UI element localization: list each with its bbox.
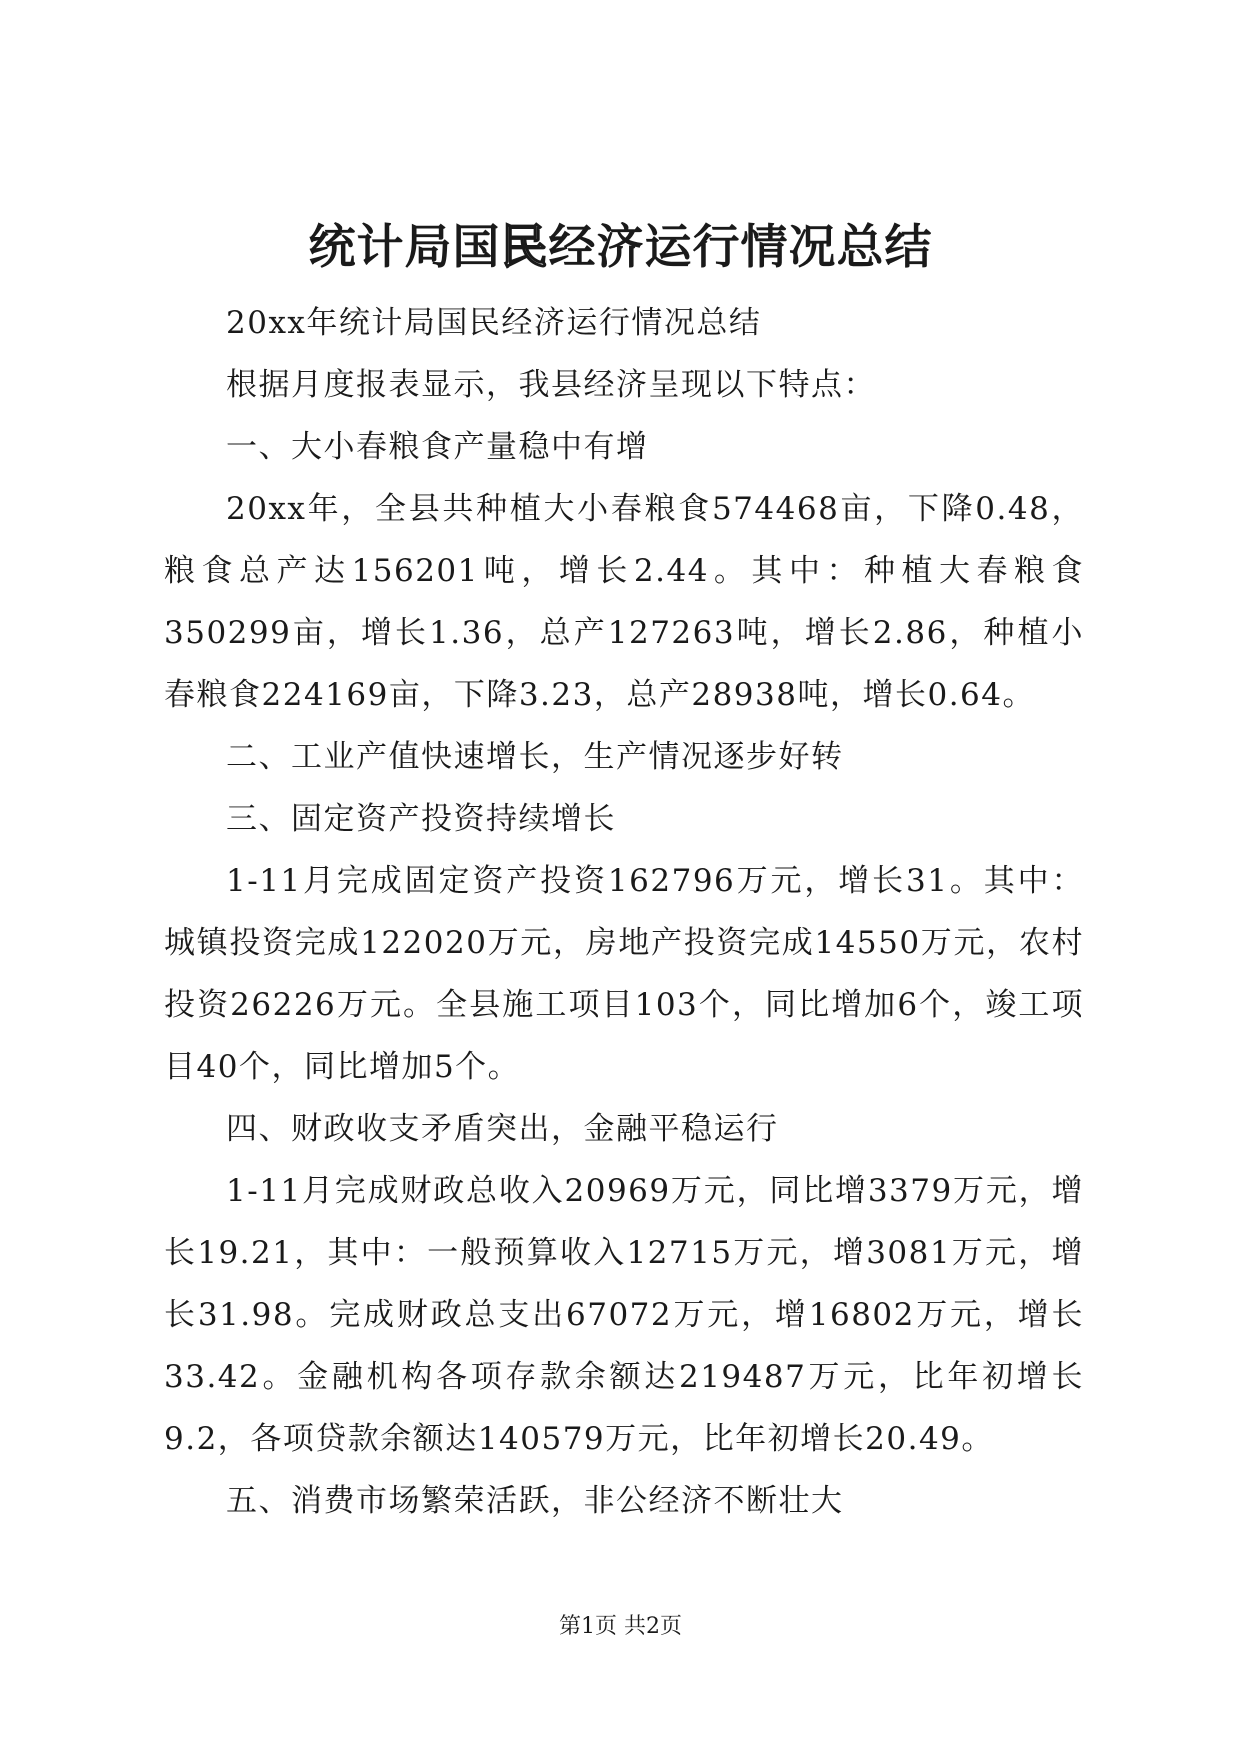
title-outline-char: 民 [500,220,549,275]
page-footer: 第1页 共2页 [559,1614,682,1639]
document-body [164,292,1084,1532]
paragraph-subtitle: 20xx年统计局国民经济运行情况总结 [226,305,762,341]
title-part-1: 统计局国 [308,220,501,275]
section-heading-1: 一、大小春粮食产量稳中有增 [226,429,649,465]
section-heading-3: 三、固定资产投资持续增长 [226,801,616,837]
section-heading-2: 二、工业产值快速增长，生产情况逐步好转 [226,739,844,775]
paragraph-investment: 1-11月完成固定资产投资162796万元，增长31。其中：城镇投资完成122020万元，房地产投资完成14550万元，农村投资26226万元。全县施工项目103个，同比增加6个，竣工项目40个，同比增加5个。 [164,863,1084,1085]
paragraph-intro: 根据月度报表显示，我县经济呈现以下特点： [226,367,876,403]
title-part-2: 经济运行情况总结 [548,220,933,275]
document-title [0,218,1241,278]
paragraph-finance: 1-11月完成财政总收入20969万元，同比增3379万元，增长19.21，其中：一般预算收入12715万元，增3081万元，增长31.98。完成财政总支出67072万元，增16802万元，增长33.42。金融机构各项存款余额达219487万元，比年初增长9.2，各项贷款余额达140579万元，比年初增长20.49。 [164,1173,1084,1457]
section-heading-4: 四、财政收支矛盾突出，金融平稳运行 [226,1111,779,1147]
paragraph-grain: 20xx年，全县共种植大小春粮食574468亩，下降0.48，粮食总产达156201吨，增长2.44。其中：种植大春粮食350299亩，增长1.36，总产127263吨，增长2.86，种植小春粮食224169亩，下降3.23，总产28938吨，增长0.64。 [164,491,1084,713]
section-heading-5: 五、消费市场繁荣活跃，非公经济不断壮大 [226,1483,844,1519]
